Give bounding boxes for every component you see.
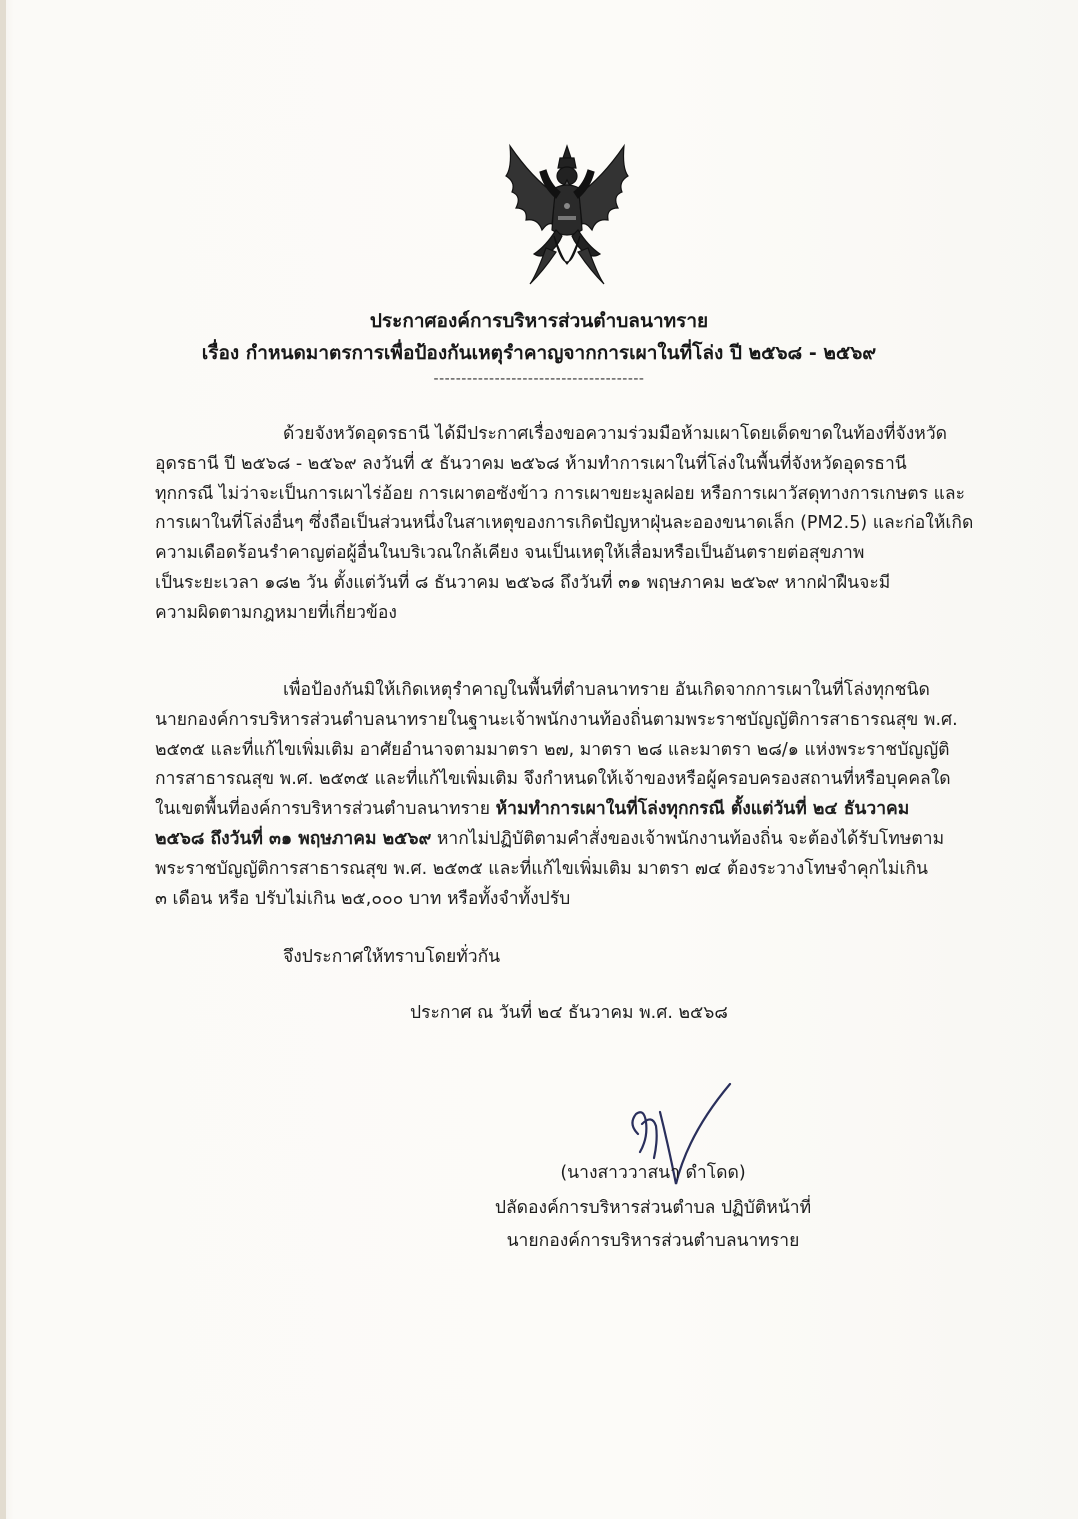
paragraph-1	[155, 420, 977, 629]
page-edge	[0, 0, 6, 1519]
paragraph-2-text: ในเขตพื้นที่องค์การบริหารส่วนตำบลนาทราย	[155, 799, 496, 820]
announcement-subject: เรื่อง กำหนดมาตรการเพื่อป้องกันเหตุรำคาญจากการเผาในที่โล่ง ปี ๒๕๖๘ - ๒๕๖๙	[201, 342, 877, 364]
closing-statement: จึงประกาศให้ทราบโดยทั่วกัน	[283, 947, 501, 967]
paragraph-2-line	[155, 795, 977, 825]
paragraph-1-line: ความผิดตามกฎหมายที่เกี่ยวข้อง	[155, 602, 397, 623]
announcement-title: ประกาศองค์การบริหารส่วนตำบลนาทราย	[369, 310, 709, 332]
signatory-acting-position: นายกองค์การบริหารส่วนตำบลนาทราย	[506, 1231, 800, 1251]
paragraph-2-line: ๒๕๓๕ และที่แก้ไขเพิ่มเติม อาศัยอำนาจตามมาตรา ๒๗, มาตรา ๒๘ และมาตรา ๒๘/๑ แห่งพระราชบัญญัติ	[155, 739, 950, 760]
burn-ban-emphasis: ห้ามทำการเผาในที่โล่งทุกกรณี ตั้งแต่วันที่ ๒๔ ธันวาคม	[495, 799, 910, 820]
burn-ban-period-emphasis: ๒๕๖๘ ถึงวันที่ ๓๑ พฤษภาคม ๒๕๖๙	[155, 828, 432, 849]
signatory-name: (นางสาววาสนา ดำโดด)	[560, 1163, 746, 1183]
paragraph-1-line: ด้วยจังหวัดอุดรธานี ได้มีประกาศเรื่องขอความร่วมมือห้ามเผาโดยเด็ดขาดในท้องที่จังหวัด	[283, 424, 948, 444]
announcement-date: ประกาศ ณ วันที่ ๒๔ ธันวาคม พ.ศ. ๒๕๖๘	[410, 1003, 728, 1023]
paragraph-1-line: ความเดือดร้อนรำคาญต่อผู้อื่นในบริเวณใกล้เคียง จนเป็นเหตุให้เสื่อมหรือเป็นอันตรายต่อสุขภาพ	[155, 543, 865, 564]
paragraph-1-line: เป็นระยะเวลา ๑๘๒ วัน ตั้งแต่วันที่ ๘ ธันวาคม ๒๕๖๘ ถึงวันที่ ๓๑ พฤษภาคม ๒๕๖๙ หากฝ่าฝืนจะมี	[155, 572, 891, 593]
paragraph-2-line	[155, 825, 977, 855]
paragraph-2-line: นายกองค์การบริหารส่วนตำบลนาทรายในฐานะเจ้าพนักงานท้องถิ่นตามพระราชบัญญัติการสาธารณสุข พ.ศ.	[155, 709, 958, 730]
paragraph-2	[155, 676, 977, 914]
paragraph-2-line: การสาธารณสุข พ.ศ. ๒๕๓๕ และที่แก้ไขเพิ่มเติม จึงกำหนดให้เจ้าของหรือผู้ครอบครองสถานที่หรือบุคคลใด	[155, 769, 951, 790]
signatory-position: ปลัดองค์การบริหารส่วนตำบล ปฏิบัติหน้าที่	[494, 1198, 812, 1218]
paragraph-1-line: การเผาในที่โล่งอื่นๆ ซึ่งถือเป็นส่วนหนึ่งในสาเหตุของการเกิดปัญหาฝุ่นละอองขนาดเล็ก (PM2.5) และก่อให้เกิด	[155, 513, 974, 534]
paragraph-2-line: พระราชบัญญัติการสาธารณสุข พ.ศ. ๒๕๓๕ และที่แก้ไขเพิ่มเติม มาตรา ๗๔ ต้องระวางโทษจำคุกไม่เกิน	[155, 858, 928, 879]
paragraph-1-line: อุดรธานี ปี ๒๕๖๘ - ๒๕๖๙ ลงวันที่ ๕ ธันวาคม ๒๕๖๘ ห้ามทำการเผาในที่โล่งในพื้นที่จังหวัดอุดรธานี	[155, 453, 907, 474]
paragraph-2-text: หากไม่ปฏิบัติตามคำสั่งของเจ้าพนักงานท้องถิ่น จะต้องได้รับโทษตาม	[431, 828, 945, 849]
title-divider: --------------------------------------	[433, 371, 645, 387]
paragraph-1-line: ทุกกรณี ไม่ว่าจะเป็นการเผาไร่อ้อย การเผาตอซังข้าว การเผาขยะมูลฝอย หรือการเผาวัสดุทางการเกษตร และ	[155, 483, 966, 504]
paragraph-2-line: ๓ เดือน หรือ ปรับไม่เกิน ๒๕,๐๐๐ บาท หรือทั้งจำทั้งปรับ	[155, 888, 571, 909]
garuda-emblem-icon	[500, 138, 634, 288]
paragraph-2-line: เพื่อป้องกันมิให้เกิดเหตุรำคาญในพื้นที่ตำบลนาทราย อันเกิดจากการเผาในที่โล่งทุกชนิด	[283, 680, 930, 700]
